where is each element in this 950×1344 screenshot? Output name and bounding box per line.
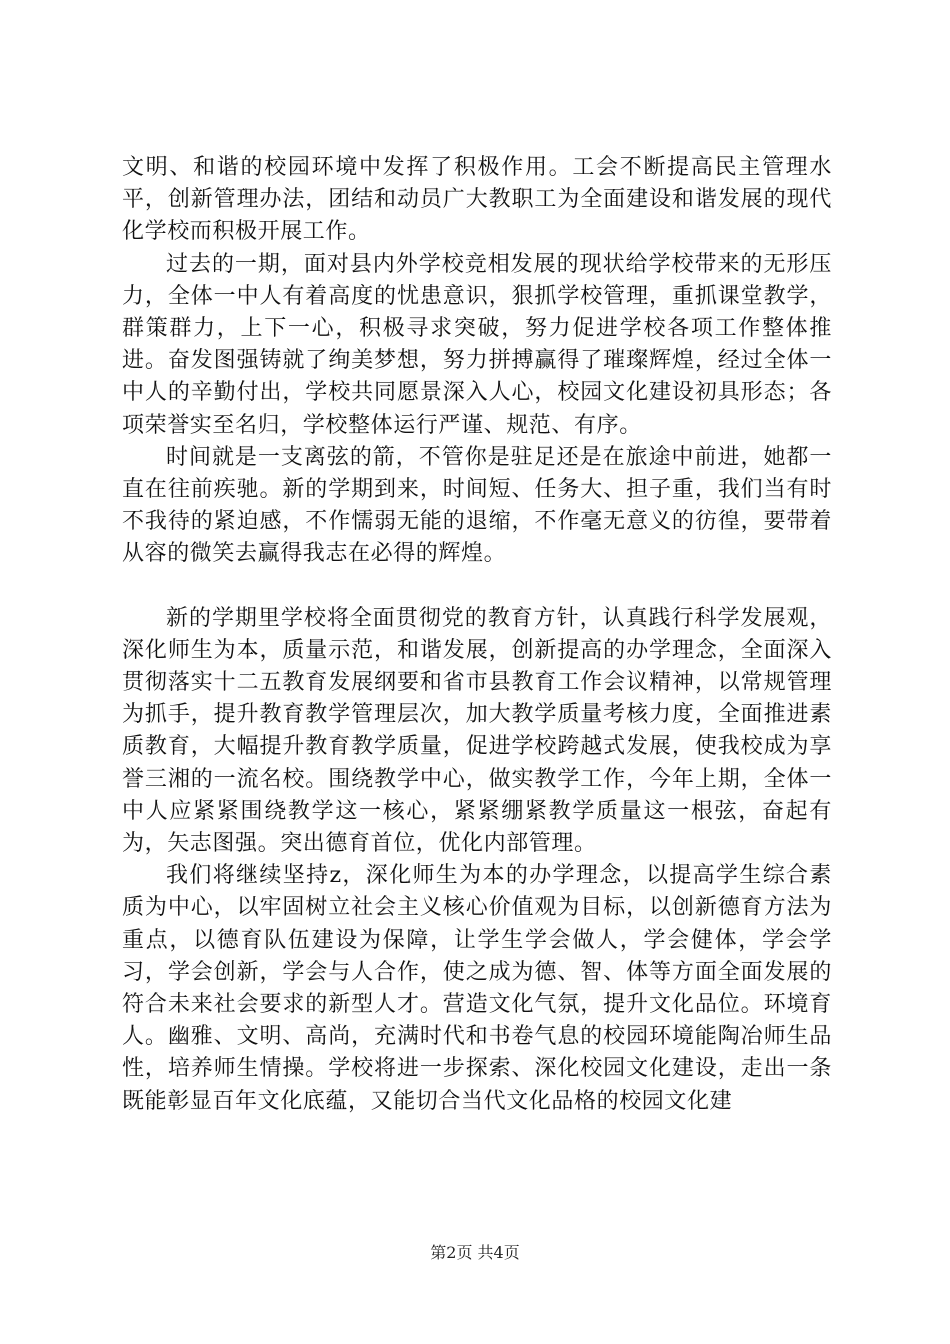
paragraph-2: 过去的一期，面对县内外学校竞相发展的现状给学校带来的无形压力，全体一中人有着高度的忧患意识，狠抓学校管理，重抓课堂教学，群策群力，上下一心，积极寻求突破，努力促进学校各项工作整体推进。奋发图强铸就了绚美梦想，努力拼搏赢得了璀璨辉煌，经过全体一中人的辛勤付出，学校共同愿景深入人心，校园文化建设初具形态；各项荣誉实至名归，学校整体运行严谨、规范、有序。 bbox=[122, 251, 832, 438]
paragraph-1: 文明、和谐的校园环境中发挥了积极作用。工会不断提高民主管理水平，创新管理办法，团结和动员广大教职工为全面建设和谐发展的现代化学校而积极开展工作。 bbox=[122, 155, 832, 245]
page-number-footer: 第2页 共4页 bbox=[430, 1243, 520, 1262]
paragraph-5: 我们将继续坚持z，深化师生为本的办学理念，以提高学生综合素质为中心，以牢固树立社会主义核心价值观为目标，以创新德育方法为重点，以德育队伍建设为保障，让学生学会做人，学会健体，学会学习，学会创新，学会与人合作，使之成为德、智、体等方面全面发展的符合未来社会要求的新型人才。营造文化气氛，提升文化品位。环境育人。幽雅、文明、高尚，充满时代和书卷气息的校园环境能陶冶师生品性，培养师生情操。学校将进一步探索、深化校园文化建设，走出一条既能彰显百年文化底蕴，又能切合当代文化品格的校园文化建 bbox=[122, 863, 832, 1114]
document-body bbox=[122, 152, 832, 1118]
paragraph-4: 新的学期里学校将全面贯彻党的教育方针，认真践行科学发展观，深化师生为本，质量示范，和谐发展，创新提高的办学理念，全面深入贯彻落实十二五教育发展纲要和省市县教育工作会议精神，以常规管理为抓手，提升教育教学管理层次，加大教学质量考核力度，全面推进素质教育，大幅提升教育教学质量，促进学校跨越式发展，使我校成为享誉三湘的一流名校。围绕教学中心，做实教学工作，今年上期，全体一中人应紧紧围绕教学这一核心，紧紧绷紧教学质量这一根弦，奋起有为，矢志图强。突出德育首位，优化内部管理。 bbox=[122, 605, 832, 857]
paragraph-3: 时间就是一支离弦的箭，不管你是驻足还是在旅途中前进，她都一直在往前疾驰。新的学期到来，时间短、任务大、担子重，我们当有时不我待的紧迫感，不作懦弱无能的退缩，不作毫无意义的彷徨，要带着从容的微笑去赢得我志在必得的辉煌。 bbox=[122, 444, 832, 567]
